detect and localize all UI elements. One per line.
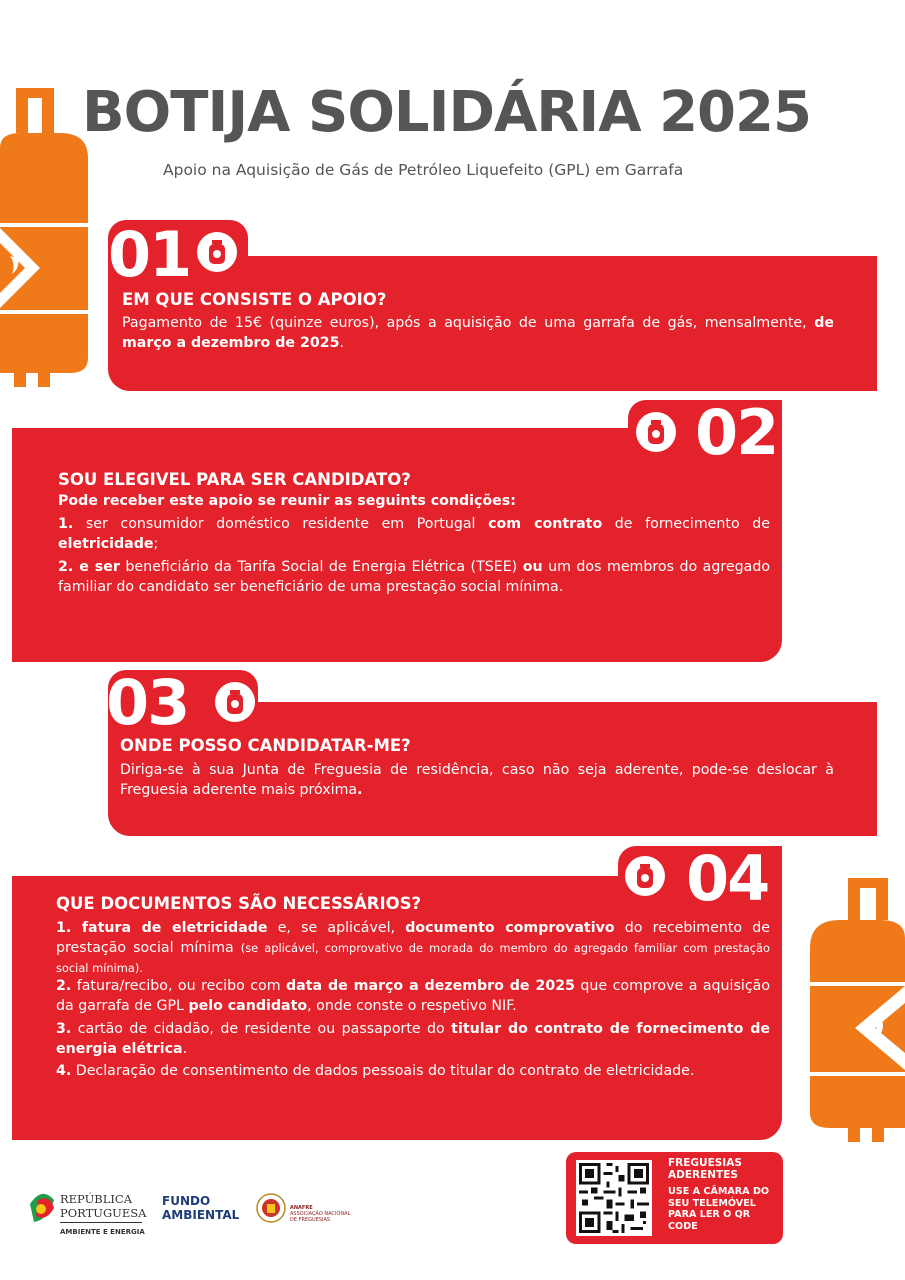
logo-republica-line3: AMBIENTE E ENERGIA (60, 1228, 145, 1236)
section-02-intro: Pode receber este apoio se reunir as seguints condições: (58, 493, 516, 509)
section-04-document-4: 4. Declaração de consentimento de dados pessoais do titular do contrato de eletricidade. (56, 1063, 695, 1079)
section-04-document-2: 2. fatura/recibo, ou recibo com data de março a dezembro de 2025 que comprove a aquisição da garrafa de GPL pelo candidato, onde conste o respetivo NIF. (56, 978, 770, 1014)
qr-instructions: USE A CÂMARA DO SEU TELEMÓVEL PARA LER O QR CODE (668, 1186, 770, 1232)
page-subtitle: Apoio na Aquisição de Gás de Petróleo Liquefeito (GPL) em Garrafa (163, 161, 684, 179)
republica-portuguesa-logo-icon (28, 1190, 56, 1224)
section-02-heading: SOU ELEGIVEL PARA SER CANDIDATO? (58, 470, 411, 489)
qr-code-icon[interactable] (576, 1160, 652, 1236)
logo-anafre-line1: ANAFRE (290, 1205, 313, 1211)
section-03-bottle-icon (215, 682, 255, 722)
logo-anafre-line2: ASSOCIAÇÃO NACIONAL (290, 1211, 351, 1217)
section-04-document-1: 1. fatura de eletricidade e, se aplicável, documento comprovativo do recebimento de prestação social mínima (se aplicável, comprovativo de morada do membro do agregado familiar com prestação social mínima). (56, 920, 770, 975)
section-04-number: 04 (686, 842, 769, 915)
section-04-document-3: 3. cartão de cidadão, de residente ou passaporte do titular do contrato de fornecimento de energia elétrica. (56, 1021, 770, 1057)
section-02-condition-2: 2. e ser beneficiário da Tarifa Social de Energia Elétrica (TSEE) ou um dos membros do agregado familiar do candidato ser beneficiário de uma prestação social mínima. (58, 559, 771, 595)
logo-republica-line1: REPÚBLICA (60, 1192, 133, 1206)
section-04-heading: QUE DOCUMENTOS SÃO NECESSÁRIOS? (56, 894, 422, 913)
section-01-text: Pagamento de 15€ (quinze euros), após a aquisição de uma garrafa de gás, mensalmente, de março a dezembro de 2025. (122, 315, 834, 351)
section-02-number: 02 (695, 396, 778, 469)
section-03-heading: ONDE POSSO CANDIDATAR-ME? (120, 736, 411, 755)
section-01-number: 01 (108, 218, 191, 291)
page-title: BOTIJA SOLIDÁRIA 2025 (82, 80, 811, 145)
logo-fundo-line2: AMBIENTAL (162, 1208, 240, 1222)
section-01-heading: EM QUE CONSISTE O APOIO? (122, 290, 387, 309)
gas-bottle-right-icon (810, 878, 905, 1143)
section-02-bottle-icon (636, 412, 676, 452)
section-04-bottle-icon (625, 856, 665, 896)
logo-republica-line2: PORTUGUESA (60, 1206, 147, 1220)
section-03-number: 03 (106, 666, 189, 739)
anafre-seal-icon (256, 1193, 286, 1223)
logo-anafre-line3: DE FREGUESIAS (290, 1217, 331, 1223)
section-01-bottle-icon (197, 232, 237, 272)
section-03-text: Diriga-se à sua Junta de Freguesia de residência, caso não seja aderente, pode-se deslocar à Freguesia aderente mais próxima. (120, 762, 834, 798)
section-02-condition-1: 1. ser consumidor doméstico residente em Portugal com contrato de fornecimento de eletricidade; (58, 516, 770, 552)
qr-title: FREGUESIAS ADERENTES (668, 1157, 742, 1181)
logo-fundo-line1: FUNDO (162, 1194, 211, 1208)
logo-divider (60, 1222, 142, 1223)
gas-bottle-left-icon (0, 88, 95, 388)
